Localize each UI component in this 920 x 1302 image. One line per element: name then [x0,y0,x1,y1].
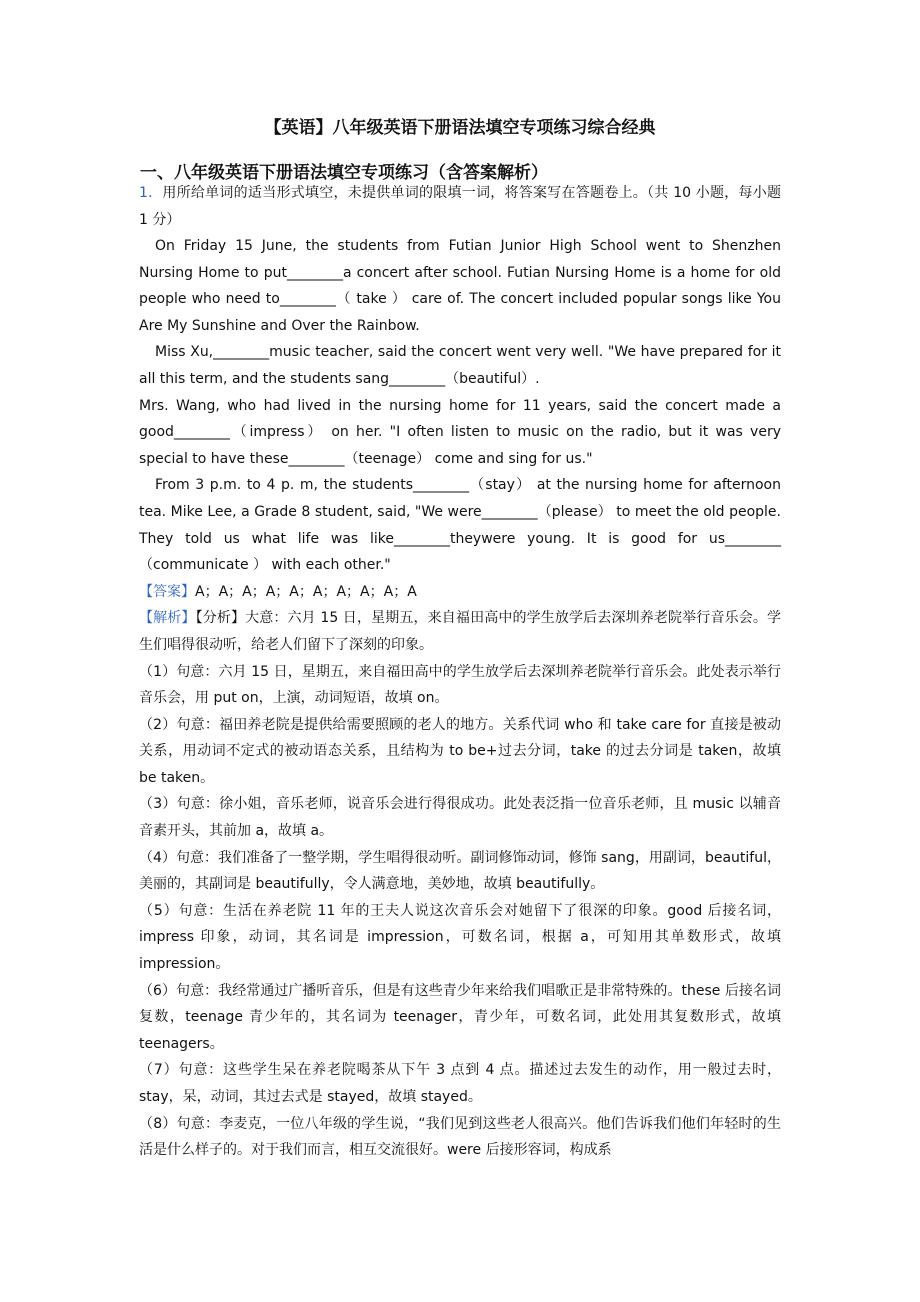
analysis-item-4: （4）句意：我们准备了一整学期，学生唱得很动听。副词修饰动词，修饰 sang，用副词，beautiful，美丽的，其副词是 beautifully，令人满意地，美妙地，故填 beautifully。 [139,849,781,893]
section-heading: 一、八年级英语下册语法填空专项练习（含答案解析） [140,163,548,183]
analysis-item-5: （5）句意：生活在养老院 11 年的王夫人说这次音乐会对她留下了很深的印象。good 后接名词，impress 印象，动词，其名词是 impression，可数名词，根据 a，可知用其单数形式，故填 impression。 [139,902,781,973]
passage-paragraph-1: On Friday 15 June, the students from Futian Junior High School went to Shenzhen Nursing Home to put________a concert after school. Futian Nursing Home is a home for old people who need to________（ take ） care of. The concert included popular songs like You Are My Sunshine and Over the Rainbow. [139,238,781,334]
analysis-label: 【解析】 [139,610,196,627]
document-title: 【英语】八年级英语下册语法填空专项练习综合经典 [264,118,656,138]
analysis-intro [139,605,781,658]
passage-paragraph-3: Mrs. Wang, who had lived in the nursing home for 11 years, said the concert made a good________（impress） on her. "I often listen to music on the radio, but it was very special to have these________（teenage） come and sing for us." [139,397,781,467]
analysis-item-6: （6）句意：我经常通过广播听音乐，但是有这些青少年来给我们唱歌正是非常特殊的。these 后接名词复数，teenage 青少年的，其名词为 teenager，青少年，可数名词，此处用其复数形式，故填 teenagers。 [139,982,781,1052]
question-instruction [139,180,781,233]
passage-paragraph-4: From 3 p.m. to 4 p. m, the students________（stay） at the nursing home for afternoon tea. Mike Lee, a Grade 8 student, said, "We were________（please） to meet the old people. They told us what life was like________theywere young. It is good for us________（communicate ） with each other." [139,477,781,574]
passage-paragraph-2: Miss Xu,________music teacher, said the concert went very well. "We have prepared for it all this term, and the students sang________（beautiful）. [139,344,781,387]
answer-text: A；A；A；A；A；A；A；A；A；A [195,583,417,600]
instruction-text: 用所给单词的适当形式填空，未提供单词的限填一词，将答案写在答题卷上。（共 10 小题，每小题 1 分） [139,185,781,228]
analysis-item-1: （1）句意：六月 15 日，星期五，来自福田高中的学生放学后去深圳养老院举行音乐会。此处表示举行音乐会，用 put on，上演，动词短语，故填 on。 [139,663,781,707]
analysis-item-8: （8）句意：李麦克，一位八年级的学生说，“我们见到这些老人很高兴。他们告诉我们他们年轻时的生活是什么样子的。对于我们而言，相互交流很好。were 后接形容词，构成系 [139,1115,781,1159]
question-number: 1． [139,185,163,201]
document-body [139,180,781,1164]
answer-line [139,579,781,606]
analysis-item-7: （7）句意：这些学生呆在养老院喝茶从下午 3 点到 4 点。描述过去发生的动作，用一般过去时，stay，呆，动词，其过去式是 stayed，故填 stayed。 [139,1062,781,1105]
analysis-item-2: （2）句意：福田养老院是提供给需要照顾的老人的地方。关系代词 who 和 take care for 直接是被动关系，用动词不定式的被动语态关系，且结构为 to be+过去分词，take 的过去分词是 taken，故填 be taken。 [139,716,781,786]
analysis-item-3: （3）句意：徐小姐，音乐老师，说音乐会进行得很成功。此处表泛指一位音乐老师，且 music 以辅音音素开头，其前加 a，故填 a。 [139,796,781,840]
answer-label: 【答案】 [139,583,195,600]
analysis-intro-text: 【分析】大意：六月 15 日，星期五，来自福田高中的学生放学后去深圳养老院举行音乐会。学生们唱得很动听，给老人们留下了深刻的印象。 [139,610,781,653]
